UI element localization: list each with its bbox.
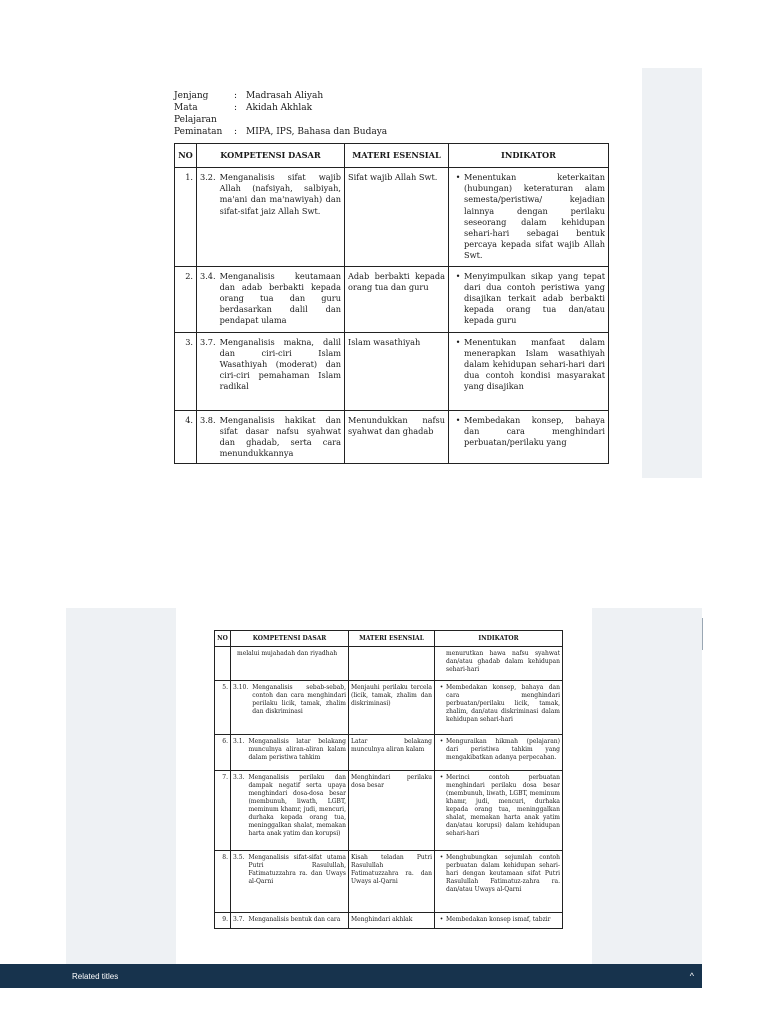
bullet-icon: •: [439, 774, 444, 781]
kd-code: 3.3.: [233, 774, 245, 781]
row-number: 4.: [175, 410, 197, 464]
indikator-text: menurutkan hawa nafsu syahwat dan/atau ghadab dalam kehidupan sehari-hari: [446, 650, 560, 673]
page-edge-marker: [702, 618, 703, 650]
table-row: [175, 332, 609, 410]
kd-code: 3.10.: [233, 684, 249, 691]
table-row: [215, 681, 563, 735]
kd-cell: [231, 851, 349, 913]
meta-key: Jenjang: [174, 91, 209, 101]
meta-sep: :: [234, 127, 238, 137]
table-row: [215, 647, 563, 681]
meta-value: Madrasah Aliyah: [246, 91, 324, 101]
materi-cell: Kisah teladan Putri Rasulullah Fatimatuzzahra ra. dan Uways al-Qarni: [349, 851, 435, 913]
indikator-text: Menentukan manfaat dalam menerapkan Islam wasathiyah dalam kehidupan sehari-hari dari dua contoh kondisi masyarakat yang disajikan: [464, 336, 605, 392]
competency-table-page-1: [174, 143, 609, 464]
kd-cell: [231, 771, 349, 851]
table-header-row: [175, 144, 609, 168]
indikator-cell: [435, 735, 563, 771]
table-header-row: [215, 631, 563, 647]
table-row: [215, 851, 563, 913]
meta-sep: :: [234, 91, 238, 101]
indikator-text: Merinci contoh perbuatan menghindari perilaku dosa besar (membunuh, liwath, LGBT, meminum khamr, judi, mencuri, durhaka kepada orang tua, meninggalkan shalat, memakan harta anak yatim dan/atau korupsi) dalam kehidupan sehari-hari: [446, 774, 560, 837]
indikator-cell: [435, 681, 563, 735]
materi-cell: Sifat wajib Allah Swt.: [345, 168, 449, 267]
bullet-icon: •: [455, 336, 461, 347]
indikator-text: Membedakan konsep, bahaya dan cara menghindari perbuatan/perilaku yang: [464, 414, 605, 448]
kd-code: 3.8.: [200, 414, 216, 425]
table-row: [215, 735, 563, 771]
row-number: 7.: [215, 771, 231, 851]
meta-key: Peminatan: [174, 127, 223, 137]
kd-code: 3.4.: [200, 270, 216, 281]
kd-cell: [231, 647, 349, 681]
bullet-icon: •: [439, 854, 444, 861]
document-page-2-container: [66, 608, 702, 966]
kd-code: 3.7.: [233, 916, 245, 923]
materi-cell: Menjauhi perilaku tercela (licik, tamak, zhalim dan diskriminasi): [349, 681, 435, 735]
bullet-icon: •: [439, 738, 444, 745]
bullet-icon: •: [455, 172, 461, 182]
kd-text: Menganalisis bentuk dan cara: [248, 916, 341, 923]
competency-table-page-2: [214, 630, 563, 929]
table-row: [215, 771, 563, 851]
kd-text: Menganalisis latar belakang munculnya aliran-aliran kalam dalam peristiwa tahkim: [248, 738, 346, 761]
document-page-2: [176, 608, 592, 966]
kd-code: 3.1.: [233, 738, 245, 745]
indikator-cell: [435, 647, 563, 681]
row-number: 9.: [215, 913, 231, 929]
indikator-cell: [449, 266, 609, 332]
kd-text: Menganalisis keutamaan dan adab berbakti kepada orang tua dan guru berdasarkan dalil dan pendapat ulama: [219, 270, 341, 326]
kd-cell: [197, 332, 345, 410]
indikator-cell: [435, 851, 563, 913]
document-meta: [174, 90, 387, 138]
indikator-text: Membedakan konsep ismaf, tabzir: [446, 916, 551, 923]
kd-cell: [197, 168, 345, 267]
header-kompetensi-dasar: KOMPETENSI DASAR: [197, 144, 345, 168]
meta-key: Mata Pelajaran: [174, 103, 217, 125]
indikator-cell: [435, 913, 563, 929]
indikator-text: Menentukan keterkaitan (hubungan) keteraturan alam semesta/peristiwa/ kejadian lainnya dengan perilaku seseorang dalam kehidupan sehari-hari sebagai bentuk percaya kepada sifat wajib Allah Swt.: [464, 172, 605, 261]
table-row: [175, 168, 609, 267]
bullet-icon: •: [439, 916, 444, 923]
header-no: NO: [215, 631, 231, 647]
kd-cell: [197, 410, 345, 464]
page-margin: [642, 68, 702, 478]
kd-cell: [231, 735, 349, 771]
kd-text: Menganalisis sifat-sifat utama Putri Rasulullah, Fatimatuzzahra ra. dan Uways al-Qarni: [248, 854, 346, 885]
kd-text: Menganalisis perilaku dan dampak negatif serta upaya menghindari dosa-dosa besar (membunuh, liwath, LGBT, meminum khamr, judi, mencuri, durhaka kepada orang tua, meninggalkan shalat, memakan harta anak yatim dan korupsi): [248, 774, 346, 837]
kd-text: melalui mujahadah dan riyadhah: [237, 650, 338, 657]
row-number: 5.: [215, 681, 231, 735]
kd-text: Menganalisis makna, dalil dan ciri-ciri Islam Wasathiyah (moderat) dan ciri-ciri pemahaman Islam radikal: [219, 336, 341, 392]
header-no: NO: [175, 144, 197, 168]
materi-cell: Menghindari perilaku dosa besar: [349, 771, 435, 851]
document-page-1: [66, 68, 642, 478]
materi-cell: Latar belakang munculnya aliran kalam: [349, 735, 435, 771]
kd-cell: [197, 266, 345, 332]
materi-cell: Adab berbakti kepada orang tua dan guru: [345, 266, 449, 332]
indikator-cell: [449, 168, 609, 267]
kd-cell: [231, 913, 349, 929]
header-materi-esensial: MATERI ESENSIAL: [349, 631, 435, 647]
materi-cell: [349, 647, 435, 681]
indikator-cell: [449, 332, 609, 410]
meta-row-peminatan: [174, 126, 387, 138]
header-materi-esensial: MATERI ESENSIAL: [345, 144, 449, 168]
indikator-text: Membedakan konsep, bahaya dan cara menghindari perbuatan/perilaku licik, tamak, zhalim, dan/atau diskriminasi dalam kehidupan sehari-hari: [446, 684, 560, 723]
kd-code: 3.5.: [233, 854, 245, 861]
table-row: [175, 266, 609, 332]
header-indikator: INDIKATOR: [449, 144, 609, 168]
related-titles-label[interactable]: Related titles: [72, 971, 119, 981]
row-number: 6.: [215, 735, 231, 771]
kd-code: 3.7.: [200, 336, 216, 347]
materi-cell: Menghindari akhlak: [349, 913, 435, 929]
table-row: [175, 410, 609, 464]
materi-cell: Islam wasathiyah: [345, 332, 449, 410]
row-number: [215, 647, 231, 681]
bullet-icon: •: [439, 684, 444, 691]
indikator-text: Menguraikan hikmah (pelajaran) dari peristiwa tahkim yang mengakibatkan adanya perpecahan.: [446, 738, 560, 761]
header-indikator: INDIKATOR: [435, 631, 563, 647]
kd-text: Menganalisis hakikat dan sifat dasar nafsu syahwat dan ghadab, serta cara menundukkannya: [219, 414, 341, 459]
chevron-up-icon[interactable]: ^: [689, 971, 694, 981]
row-number: 1.: [175, 168, 197, 267]
table-row: [215, 913, 563, 929]
bullet-icon: •: [455, 414, 461, 425]
row-number: 2.: [175, 266, 197, 332]
materi-cell: Menundukkan nafsu syahwat dan ghadab: [345, 410, 449, 464]
row-number: 3.: [175, 332, 197, 410]
meta-row-jenjang: [174, 90, 387, 102]
row-number: 8.: [215, 851, 231, 913]
kd-text: Menganalisis sebab-sebab, contoh dan cara menghindari perilaku licik, tamak, zhalim dan diskriminasi: [252, 684, 346, 715]
indikator-cell: [449, 410, 609, 464]
bullet-icon: •: [455, 270, 461, 281]
meta-sep: :: [234, 103, 238, 113]
header-kompetensi-dasar: KOMPETENSI DASAR: [231, 631, 349, 647]
document-page-1-container: [66, 68, 702, 478]
kd-cell: [231, 681, 349, 735]
meta-value: MIPA, IPS, Bahasa dan Budaya: [246, 127, 388, 137]
meta-value: Akidah Akhlak: [246, 103, 313, 113]
indikator-text: Menyimpulkan sikap yang tepat dari dua contoh peristiwa yang disajikan terkait adab berbakti kepada orang tua dan/atau kepada guru: [464, 270, 605, 326]
indikator-cell: [435, 771, 563, 851]
meta-row-mata-pelajaran: [174, 102, 387, 126]
indikator-text: Menghubungkan sejumlah contoh perbuatan dalam kehidupan sehari-hari dengan keutamaan sifat Putri Rasulullah Fatimatuz-zahra ra. dan/atau Uways al-Qarni: [446, 854, 560, 893]
bullet-spacer: [437, 650, 446, 674]
kd-text: Menganalisis sifat wajib Allah (nafsiyah, salbiyah, ma'ani dan ma'nawiyah) dan sifat-sifat jaiz Allah Swt.: [219, 172, 341, 216]
kd-code: 3.2.: [200, 172, 216, 182]
related-titles-bar[interactable]: [0, 964, 702, 988]
